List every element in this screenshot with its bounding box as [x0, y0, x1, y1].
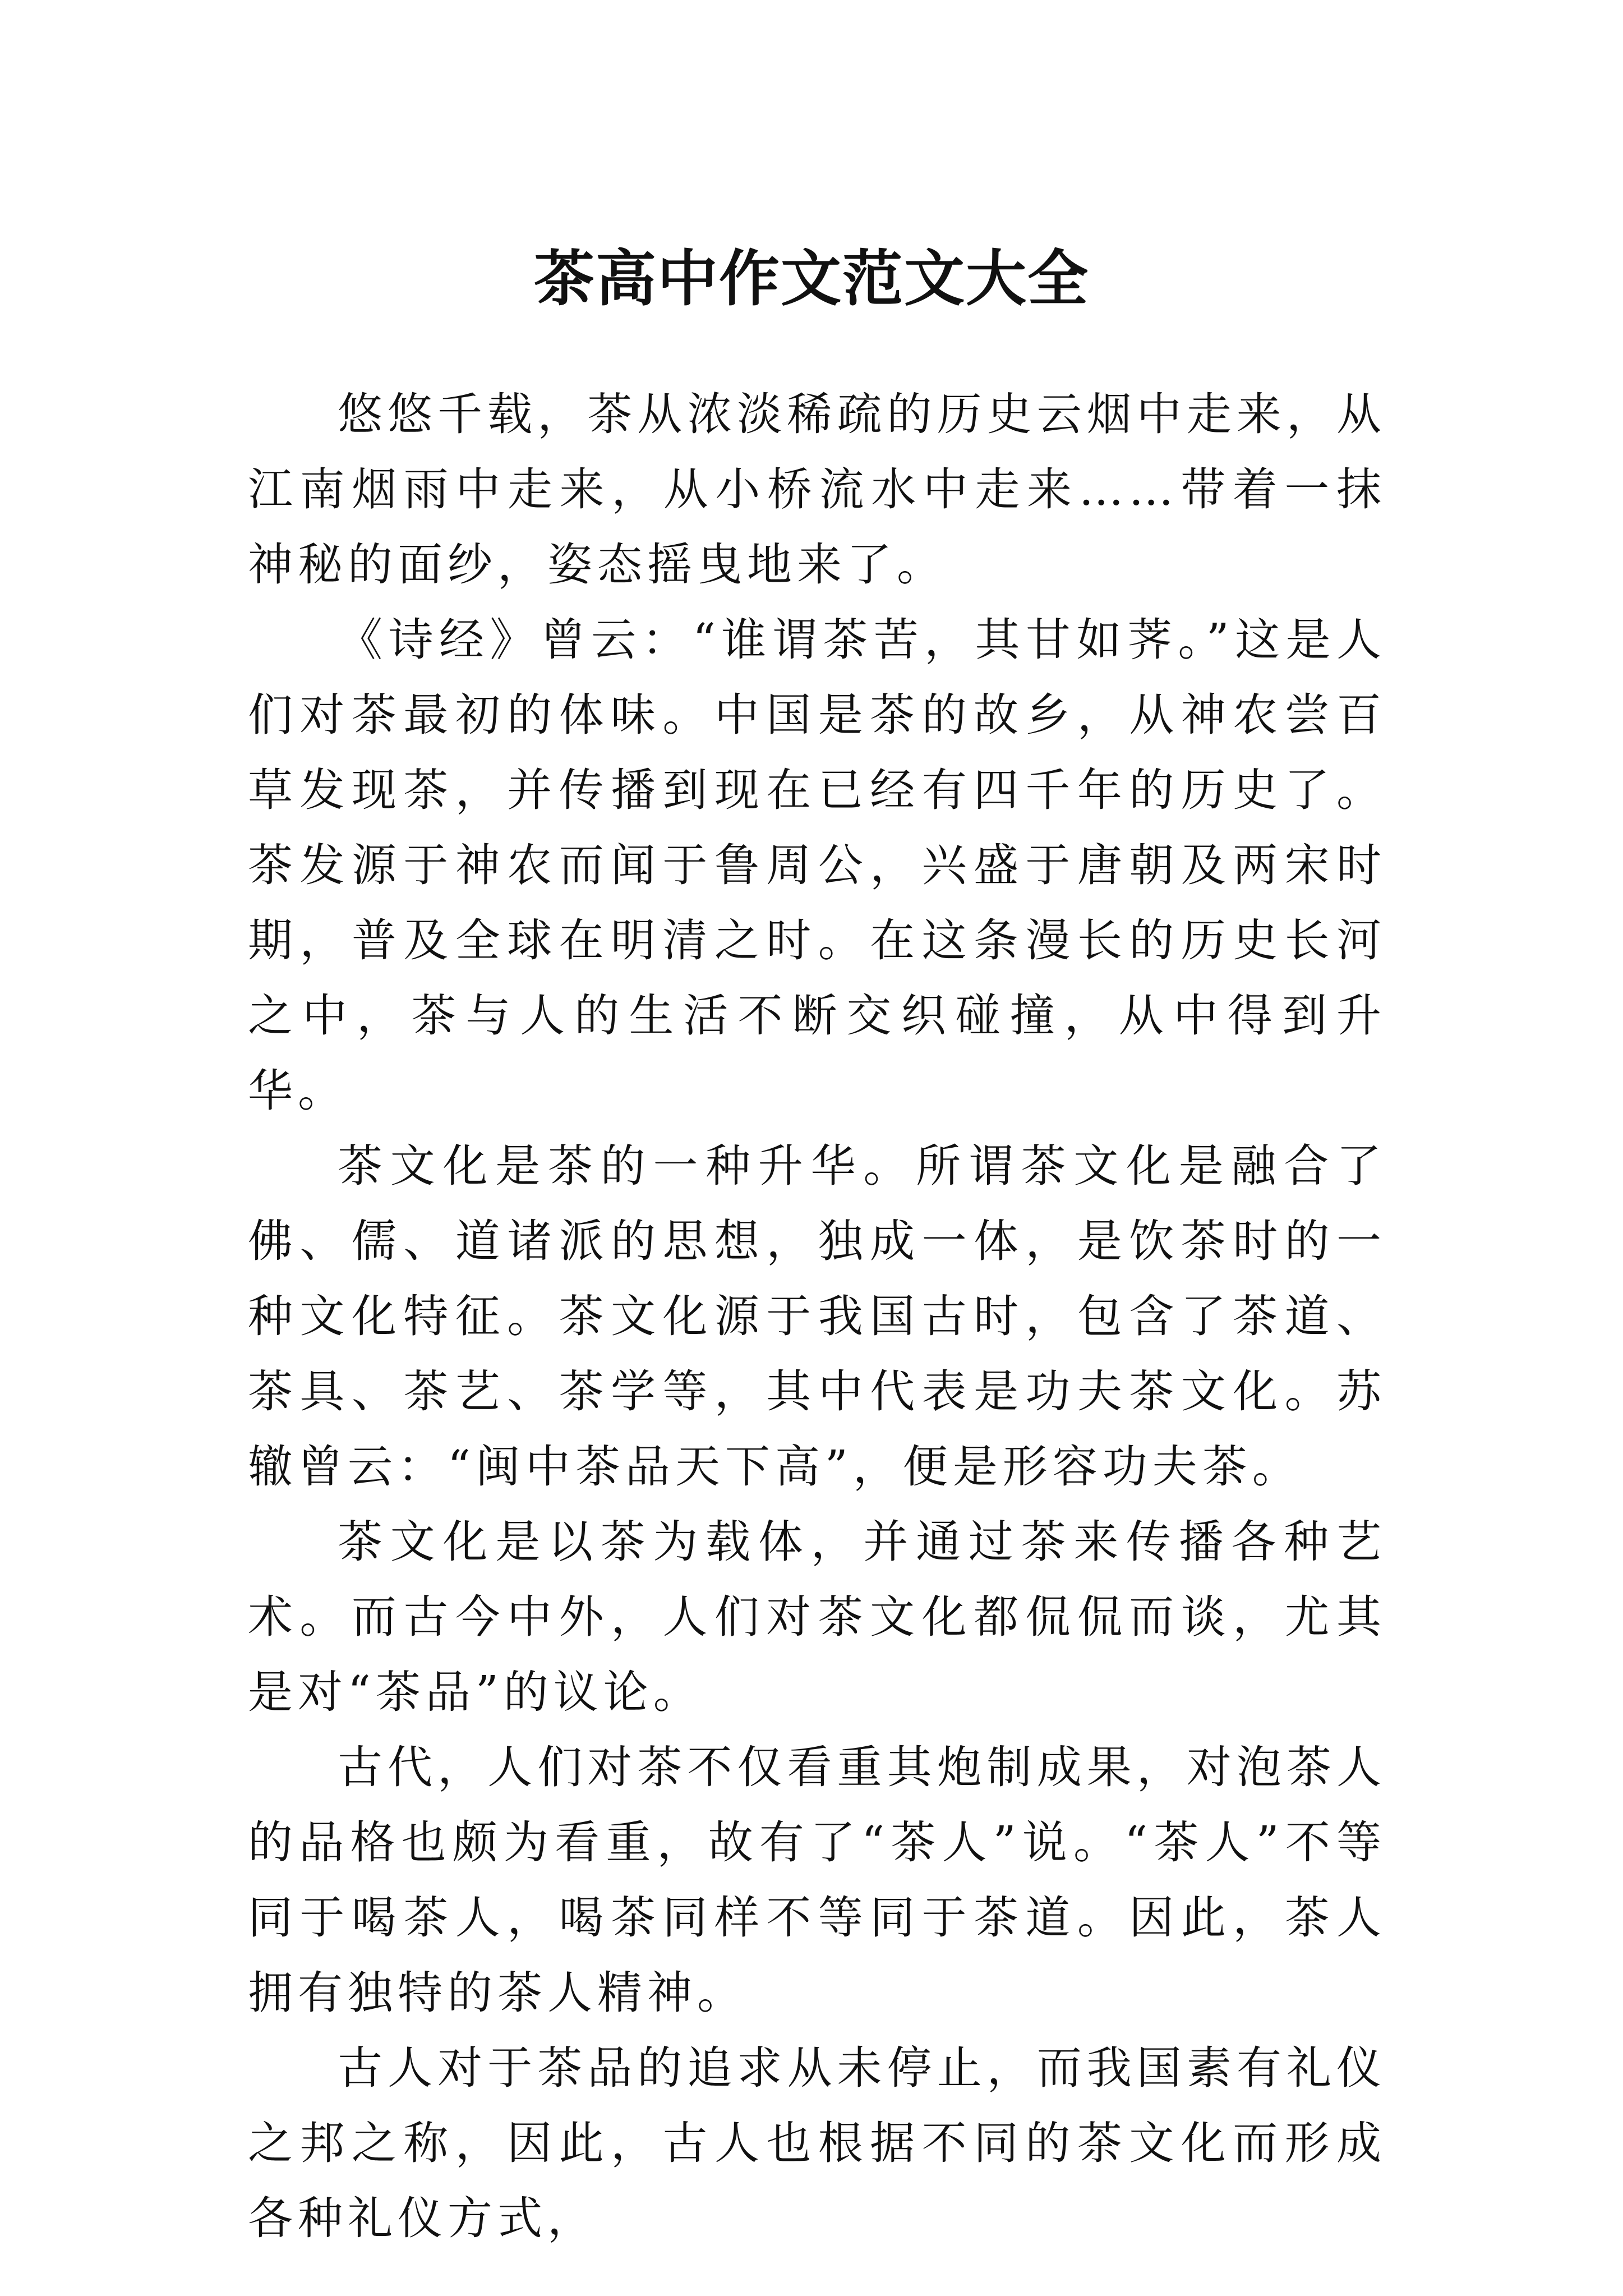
paragraph-4: 茶文化是以茶为载体，并通过茶来传播各种艺术。而古今中外，人们对茶文化都侃侃而谈，尤其是对“茶品”的议论。: [248, 1516, 1386, 1718]
paragraph-5: 古代，人们对茶不仅看重其炮制成果，对泡茶人的品格也颇为看重，故有了“茶人”说。“茶人”不等同于喝茶人，喝茶同样不等同于茶道。因此，茶人拥有独特的茶人精神。: [248, 1741, 1386, 2019]
paragraph-6: 古人对于茶品的追求从未停止，而我国素有礼仪之邦之称，因此，古人也根据不同的茶文化而形成各种礼仪方式，: [248, 2042, 1386, 2244]
paragraph-1: 悠悠千载，茶从浓淡稀疏的历史云烟中走来，从江南烟雨中走来，从小桥流水中走来……带着一抹神秘的面纱，姿态摇曳地来了。: [248, 388, 1386, 591]
paragraph-2: 《诗经》曾云：“谁谓茶苦，其甘如荠。”这是人们对茶最初的体味。中国是茶的故乡，从神农尝百草发现茶，并传播到现在已经有四千年的历史了。茶发源于神农而闻于鲁周公，兴盛于唐朝及两宋时期，普及全球在明清之时。在这条漫长的历史长河之中，茶与人的生活不断交织碰撞，从中得到升华。: [248, 614, 1386, 1117]
document-body: [248, 377, 1386, 2256]
document-title: 茶高中作文范文大全: [533, 243, 1089, 315]
paragraph-3: 茶文化是茶的一种升华。所谓茶文化是融合了佛、儒、道诸派的思想，独成一体，是饮茶时的一种文化特征。茶文化源于我国古时，包含了茶道、茶具、茶艺、茶学等，其中代表是功夫茶文化。苏辙曾云：“闽中茶品天下高”，便是形容功夫茶。: [248, 1140, 1386, 1493]
